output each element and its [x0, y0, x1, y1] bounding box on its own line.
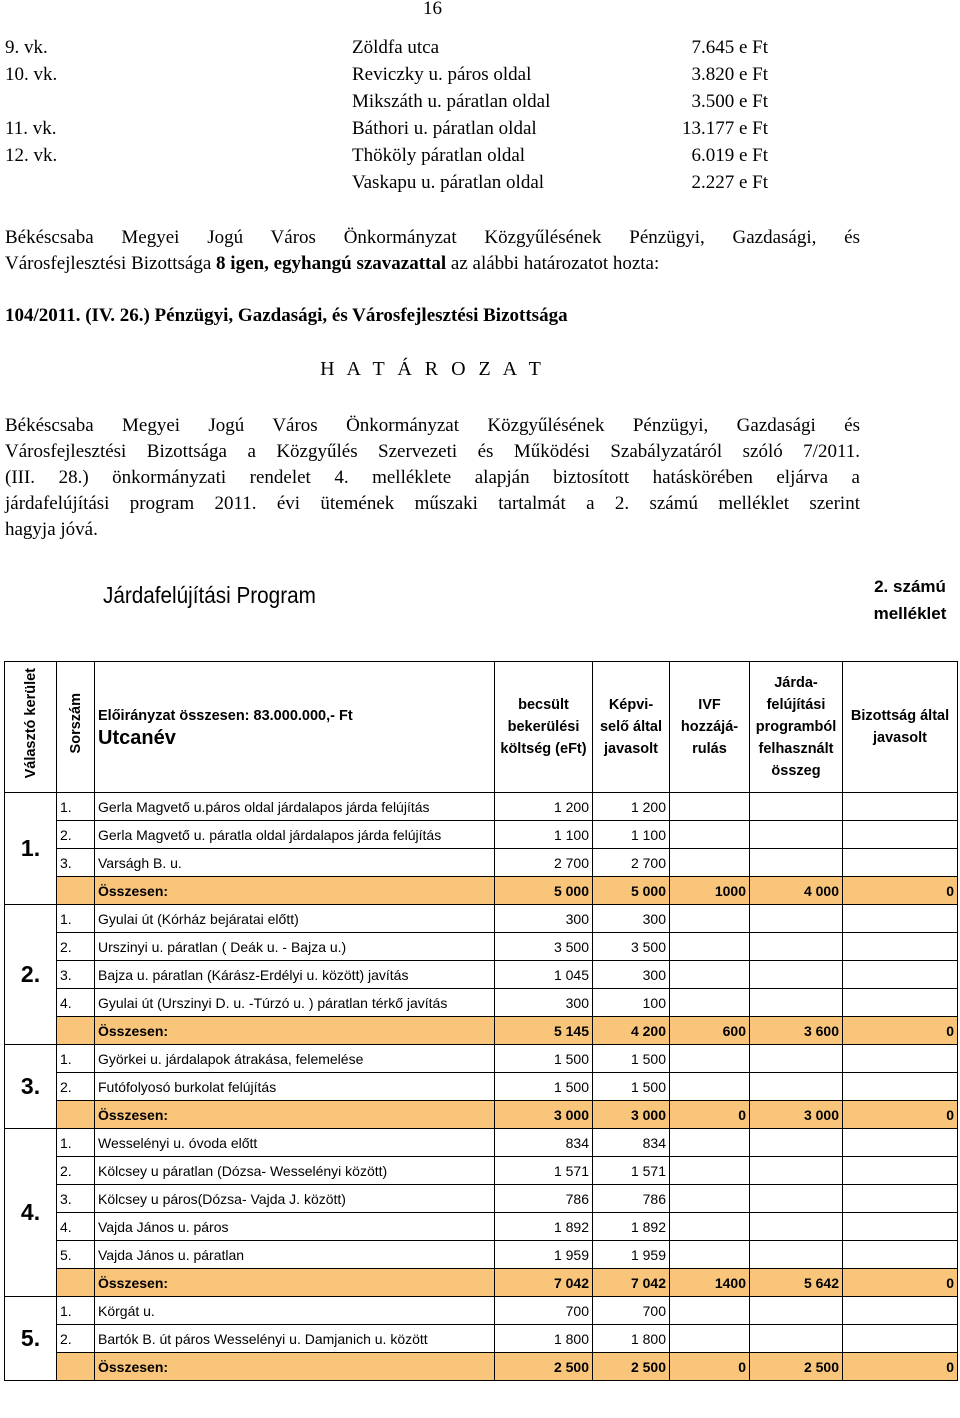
program-title: Járdafelújítási Program [103, 582, 316, 608]
total-committee: 0 [843, 1017, 958, 1045]
estimated-cost: 1 045 [495, 961, 593, 989]
annex-label [860, 573, 960, 627]
estimated-cost: 300 [495, 989, 593, 1017]
estimated-cost: 700 [495, 1297, 593, 1325]
committee-proposed [843, 905, 958, 933]
total-label: Összesen: [95, 1101, 495, 1129]
total-row [5, 877, 958, 905]
row-number: 3. [57, 1185, 95, 1213]
street-name: Kölcsey u páratlan (Dózsa- Wesselényi között) [95, 1157, 495, 1185]
street-name: Kölcsey u páros(Dózsa- Vajda J. között) [95, 1185, 495, 1213]
table-row [5, 1157, 958, 1185]
total-rep: 7 042 [593, 1269, 670, 1297]
vote-result: 8 igen, egyhangú szavazattal [216, 253, 447, 274]
total-estimated: 3 000 [495, 1101, 593, 1129]
ivf-contribution [670, 1157, 750, 1185]
row-number: 2. [57, 1073, 95, 1101]
list-street: Báthori u. páratlan oldal [352, 118, 537, 139]
list-district: 10. vk. [5, 64, 58, 85]
rep-proposed: 1 959 [593, 1241, 670, 1269]
hatarozat-title: H A T Á R O Z A T [320, 358, 545, 380]
estimated-cost: 1 800 [495, 1325, 593, 1353]
row-number: 1. [57, 793, 95, 821]
header-ivf: IVF hozzájá- rulás [670, 662, 750, 793]
list-amount: 6.019 e Ft [691, 145, 768, 166]
rep-proposed: 834 [593, 1129, 670, 1157]
total-committee: 0 [843, 877, 958, 905]
body-line: Városfejlesztési Bizottsága a Közgyűlés Szervezeti és Működési Szabályzatáról szóló 7/2011. [5, 441, 860, 462]
total-committee: 0 [843, 1353, 958, 1381]
total-label: Összesen: [95, 1269, 495, 1297]
intro-text: Városfejlesztési Bizottsága [5, 253, 212, 274]
row-number [57, 1353, 95, 1381]
table-row [5, 989, 958, 1017]
street-name: Körgát u. [95, 1297, 495, 1325]
list-district: 9. vk. [5, 37, 48, 58]
committee-proposed [843, 933, 958, 961]
table-header-row [5, 662, 958, 793]
estimated-cost: 300 [495, 905, 593, 933]
row-number: 1. [57, 1045, 95, 1073]
street-name: Wesselényi u. óvoda előtt [95, 1129, 495, 1157]
total-rep: 5 000 [593, 877, 670, 905]
total-committee: 0 [843, 1101, 958, 1129]
intro-line: Békéscsaba Megyei Jogú Város Önkormányzat Közgyűlésének Pénzügyi, Gazdasági, és [5, 227, 860, 248]
total-estimated: 5 145 [495, 1017, 593, 1045]
rep-proposed: 1 571 [593, 1157, 670, 1185]
table-row [5, 1185, 958, 1213]
ivf-contribution [670, 1045, 750, 1073]
program-amount [750, 933, 843, 961]
rep-proposed: 1 200 [593, 793, 670, 821]
row-number [57, 1101, 95, 1129]
estimated-cost: 1 100 [495, 821, 593, 849]
district-number: 2. [5, 905, 57, 1045]
list-district: 11. vk. [5, 118, 57, 139]
row-number [57, 1017, 95, 1045]
program-amount [750, 989, 843, 1017]
intro-line [5, 251, 860, 277]
district-number: 4. [5, 1129, 57, 1297]
program-amount [750, 1073, 843, 1101]
annex-label-line: 2. számú [874, 577, 946, 596]
row-number: 4. [57, 989, 95, 1017]
row-number: 3. [57, 849, 95, 877]
row-number: 1. [57, 1297, 95, 1325]
list-amount: 7.645 e Ft [691, 37, 768, 58]
committee-proposed [843, 1297, 958, 1325]
decision-intro [5, 225, 860, 277]
intro-text: az alábbi határozatot hozta: [450, 253, 660, 274]
ivf-contribution [670, 849, 750, 877]
total-committee: 0 [843, 1269, 958, 1297]
row-number [57, 1269, 95, 1297]
committee-proposed [843, 821, 958, 849]
ivf-contribution [670, 1325, 750, 1353]
header-program: Járda- felújítási programból felhasznált összeg [750, 662, 843, 793]
rep-proposed: 1 892 [593, 1213, 670, 1241]
total-ivf: 0 [670, 1353, 750, 1381]
estimated-cost: 1 500 [495, 1073, 593, 1101]
list-amount: 3.500 e Ft [691, 91, 768, 112]
program-amount [750, 849, 843, 877]
street-name: Gyulai út (Kórház bejáratai előtt) [95, 905, 495, 933]
ivf-contribution [670, 933, 750, 961]
row-number: 3. [57, 961, 95, 989]
budget-total: Előirányzat összesen: 83.000.000,- Ft [98, 708, 353, 724]
total-estimated: 5 000 [495, 877, 593, 905]
row-number: 2. [57, 933, 95, 961]
total-program: 3 000 [750, 1101, 843, 1129]
list-district: 12. vk. [5, 145, 58, 166]
row-number: 4. [57, 1213, 95, 1241]
ivf-contribution [670, 989, 750, 1017]
list-amount: 2.227 e Ft [691, 172, 768, 193]
rep-proposed: 1 800 [593, 1325, 670, 1353]
body-line: hagyja jóvá. [5, 519, 98, 540]
program-amount [750, 1157, 843, 1185]
estimated-cost: 1 200 [495, 793, 593, 821]
ivf-contribution [670, 1129, 750, 1157]
committee-proposed [843, 1073, 958, 1101]
list-amount: 13.177 e Ft [681, 118, 768, 139]
program-amount [750, 1045, 843, 1073]
table-row [5, 1045, 958, 1073]
ivf-contribution [670, 793, 750, 821]
estimated-cost: 3 500 [495, 933, 593, 961]
total-label: Összesen: [95, 1353, 495, 1381]
total-program: 3 600 [750, 1017, 843, 1045]
rep-proposed: 300 [593, 961, 670, 989]
table-row [5, 849, 958, 877]
ivf-contribution [670, 1297, 750, 1325]
table-body [5, 793, 958, 1381]
rep-proposed: 2 700 [593, 849, 670, 877]
street-name: Bajza u. páratlan (Kárász-Erdélyi u. között) javítás [95, 961, 495, 989]
body-line: járdafelújítási program 2011. évi ütemének műszaki tartalmát a 2. számú melléklet szerint [5, 493, 860, 514]
body-line: (III. 28.) önkormányzati rendelet 4. melléklete alapján biztosított hatáskörében eljárva a [5, 467, 860, 488]
street-name: Varságh B. u. [95, 849, 495, 877]
total-row [5, 1353, 958, 1381]
header-order: Sorszám [57, 662, 95, 793]
program-amount [750, 821, 843, 849]
program-amount [750, 793, 843, 821]
table-row [5, 1213, 958, 1241]
total-program: 2 500 [750, 1353, 843, 1381]
header-district: Választó kerület [5, 662, 57, 793]
estimated-cost: 786 [495, 1185, 593, 1213]
total-estimated: 7 042 [495, 1269, 593, 1297]
committee-proposed [843, 1045, 958, 1073]
total-rep: 2 500 [593, 1353, 670, 1381]
header-committee: Bizottság által javasolt [843, 662, 958, 793]
table-row [5, 933, 958, 961]
program-amount [750, 1185, 843, 1213]
rep-proposed: 700 [593, 1297, 670, 1325]
program-amount [750, 1241, 843, 1269]
ivf-contribution [670, 1213, 750, 1241]
page-number: 16 [423, 0, 442, 19]
district-number: 3. [5, 1045, 57, 1129]
table-row [5, 793, 958, 821]
list-street: Vaskapu u. páratlan oldal [352, 172, 545, 193]
total-program: 4 000 [750, 877, 843, 905]
total-program: 5 642 [750, 1269, 843, 1297]
total-ivf: 1400 [670, 1269, 750, 1297]
table-row [5, 961, 958, 989]
total-estimated: 2 500 [495, 1353, 593, 1381]
table-row [5, 1241, 958, 1269]
row-number: 1. [57, 905, 95, 933]
street-name: Bartók B. út páros Wesselényi u. Damjanich u. között [95, 1325, 495, 1353]
total-label: Összesen: [95, 1017, 495, 1045]
header-estimated: becsült bekerülési költség (eFt) [495, 662, 593, 793]
rep-proposed: 3 500 [593, 933, 670, 961]
total-row [5, 1101, 958, 1129]
committee-proposed [843, 1157, 958, 1185]
list-street: Reviczky u. páros oldal [352, 64, 532, 85]
row-number: 2. [57, 1325, 95, 1353]
row-number: 5. [57, 1241, 95, 1269]
table-row [5, 1129, 958, 1157]
body-line: Békéscsaba Megyei Jogú Város Önkormányzat Közgyűlésének Pénzügyi, Gazdasági és [5, 415, 860, 436]
program-amount [750, 1325, 843, 1353]
street-name: Gyulai út (Urszinyi D. u. -Túrzó u. ) páratlan térkő javítás [95, 989, 495, 1017]
street-header: Utcanév [98, 727, 176, 749]
row-number [57, 877, 95, 905]
street-name: Gerla Magvető u. páratla oldal járdalapos járda felújítás [95, 821, 495, 849]
total-rep: 3 000 [593, 1101, 670, 1129]
table-row [5, 821, 958, 849]
rep-proposed: 1 500 [593, 1073, 670, 1101]
street-name: Vajda János u. páratlan [95, 1241, 495, 1269]
ivf-contribution [670, 905, 750, 933]
committee-proposed [843, 1325, 958, 1353]
program-amount [750, 905, 843, 933]
committee-proposed [843, 961, 958, 989]
estimated-cost: 1 959 [495, 1241, 593, 1269]
total-rep: 4 200 [593, 1017, 670, 1045]
estimated-cost: 1 571 [495, 1157, 593, 1185]
estimated-cost: 2 700 [495, 849, 593, 877]
committee-proposed [843, 1241, 958, 1269]
table-row [5, 1297, 958, 1325]
committee-proposed [843, 1185, 958, 1213]
committee-proposed [843, 1213, 958, 1241]
street-name: Gerla Magvető u.páros oldal járdalapos járda felújítás [95, 793, 495, 821]
program-amount [750, 961, 843, 989]
list-street: Thököly páratlan oldal [352, 145, 526, 166]
total-ivf: 1000 [670, 877, 750, 905]
ivf-contribution [670, 821, 750, 849]
table-row [5, 1325, 958, 1353]
rep-proposed: 300 [593, 905, 670, 933]
estimated-cost: 1 500 [495, 1045, 593, 1073]
list-street: Mikszáth u. páratlan oldal [352, 91, 551, 112]
committee-proposed [843, 849, 958, 877]
list-street: Zöldfa utca [352, 37, 440, 58]
row-number: 2. [57, 821, 95, 849]
resolution-body [5, 413, 860, 543]
rep-proposed: 100 [593, 989, 670, 1017]
row-number: 1. [57, 1129, 95, 1157]
ivf-contribution [670, 1241, 750, 1269]
estimated-cost: 1 892 [495, 1213, 593, 1241]
program-amount [750, 1213, 843, 1241]
committee-proposed [843, 989, 958, 1017]
header-street [95, 662, 495, 793]
total-label: Összesen: [95, 877, 495, 905]
ivf-contribution [670, 961, 750, 989]
ivf-contribution [670, 1185, 750, 1213]
total-row [5, 1269, 958, 1297]
row-number: 2. [57, 1157, 95, 1185]
annex-label-line: melléklet [873, 604, 947, 623]
street-name: Urszinyi u. páratlan ( Deák u. - Bajza u.) [95, 933, 495, 961]
sidewalk-program-table [4, 661, 958, 1381]
street-name: Futófolyosó burkolat felújítás [95, 1073, 495, 1101]
rep-proposed: 1 500 [593, 1045, 670, 1073]
district-number: 5. [5, 1297, 57, 1381]
table-row [5, 1073, 958, 1101]
total-ivf: 0 [670, 1101, 750, 1129]
estimated-cost: 834 [495, 1129, 593, 1157]
rep-proposed: 786 [593, 1185, 670, 1213]
list-amount: 3.820 e Ft [691, 64, 768, 85]
committee-proposed [843, 1129, 958, 1157]
committee-proposed [843, 793, 958, 821]
ivf-contribution [670, 1073, 750, 1101]
resolution-heading: 104/2011. (IV. 26.) Pénzügyi, Gazdasági, és Városfejlesztési Bizottsága [5, 305, 568, 326]
rep-proposed: 1 100 [593, 821, 670, 849]
program-amount [750, 1129, 843, 1157]
district-number: 1. [5, 793, 57, 905]
program-amount [750, 1297, 843, 1325]
street-name: Györkei u. járdalapok átrakása, felemelése [95, 1045, 495, 1073]
table-row [5, 905, 958, 933]
total-ivf: 600 [670, 1017, 750, 1045]
total-row [5, 1017, 958, 1045]
street-name: Vajda János u. páros [95, 1213, 495, 1241]
header-rep: Képvi- selő által javasolt [593, 662, 670, 793]
